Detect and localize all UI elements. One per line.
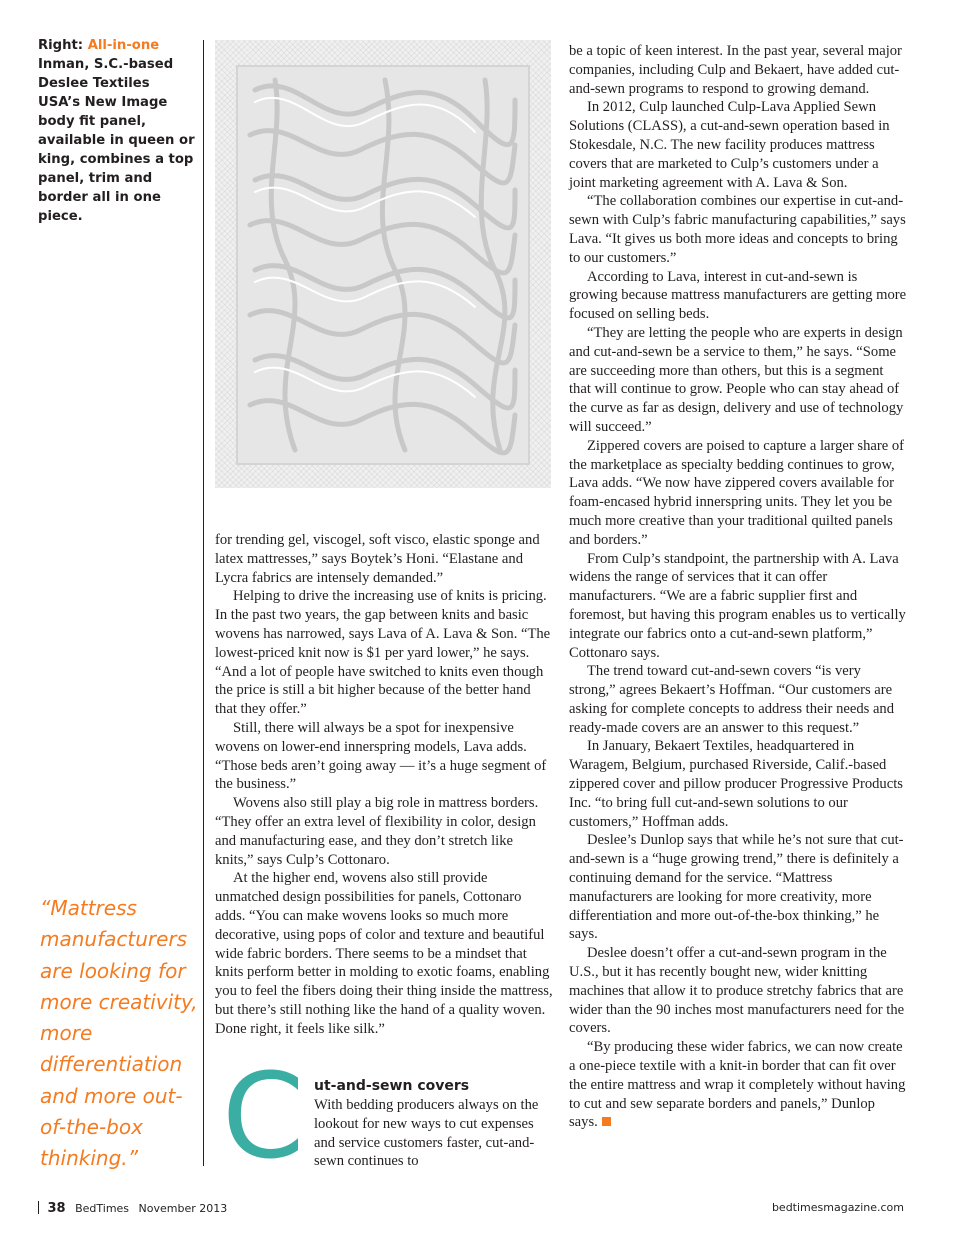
drop-cap: C — [222, 1047, 305, 1185]
caption-text: Inman, S.C.-based Deslee Textiles USA’s New Image body fit panel, available in queen or king, combines a top panel, trim and border all in one piece. — [38, 57, 195, 224]
page-number: 38 — [47, 1201, 66, 1216]
paragraph: Deslee’s Dunlop says that while he’s not sure that cut-and-sewn is a “huge growing trend,” there is definitely a continuing demand for the service. “Mattress manufacturers are looking for more creativity, more differentiation and more out-of-the-box thinking,” he says. — [569, 832, 904, 943]
column-divider — [203, 40, 204, 1166]
fabric-panel-illustration — [215, 40, 551, 488]
caption-lead: Right: — [38, 38, 84, 53]
paragraph: With bedding producers always on the lookout for new ways to cut expenses and service customers faster, cut-and-sewn continues to — [314, 1097, 539, 1170]
paragraph: Deslee doesn’t offer a cut-and-sewn program in the U.S., but it has recently bought new, wider knitting machines that allow it to produce stretchy fabrics that are wider than the 90 inches most manufacturers need for the covers. — [569, 945, 905, 1037]
photo-caption — [38, 36, 196, 226]
section-heading: ut-and-sewn covers — [314, 1078, 470, 1094]
magazine-name: BedTimes — [75, 1202, 130, 1215]
paragraph: In 2012, Culp launched Culp-Lava Applied Sewn Solutions (CLASS), a cut-and-sewn operation based in Stokesdale, N.C. The new facility produces mattress covers that are marketed to Culp’s customers under a joint marketing agreement with A. Lava & Son. — [569, 99, 890, 191]
section-body — [314, 1096, 554, 1171]
paragraph: The trend toward cut-and-sewn covers “is very strong,” agrees Bekaert’s Hoffman. “Our customers are asking for complete concepts to address their needs and ready-made covers are an answer to this request.” — [569, 663, 895, 736]
paragraph: Zippered covers are poised to capture a larger share of the marketplace as specialty bedding continues to grow, Lava adds. “We now have zippered covers available for foam-encased hybrid innerspring units. They let you be much more creative than your traditional quilted panels and borders.” — [569, 437, 904, 548]
paragraph: In January, Bekaert Textiles, headquartered in Waragem, Belgium, purchased Riverside, Calif.-based zippered cover and pillow producer Progressive Products Inc. “to bring full cut-and-sewn solutions to our customers,” Hoffman adds. — [569, 738, 903, 830]
paragraph: According to Lava, interest in cut-and-sewn is growing because mattress manufacturers are getting more focused on selling beds. — [569, 268, 907, 323]
article-column-1 — [215, 531, 555, 1039]
caption-accent: All-in-one — [87, 38, 160, 53]
pull-quote: “Mattress manufacturers are looking for more creativity, more differentiation and more out-of-the-box thinking.” — [40, 896, 198, 1171]
paragraph: From Culp’s standpoint, the partnership with A. Lava widens the range of services that it can offer manufacturers. “We are a fabric supplier first and foremost, but having this program enables us to vertically integrate our fabrics onto a cut-and-sewn platform,” Cottonaro says. — [569, 550, 906, 661]
article-column-2 — [569, 42, 907, 1132]
paragraph: “The collaboration combines our expertise in cut-and-sewn with Culp’s fabric manufacturing capabilities,” says Lava. “It gives us both more ideas and concepts to bring to our customers.” — [569, 193, 906, 266]
fabric-panel-photo — [215, 40, 551, 488]
page-footer — [38, 1201, 904, 1216]
end-mark-icon — [602, 1117, 611, 1126]
paragraph: Wovens also still play a big role in mattress borders. “They offer an extra level of flexibility in color, design and manufacturing ease, and they don’t stretch like knits,” says Culp’s Cottonaro. — [215, 795, 539, 868]
issue-date: November 2013 — [138, 1202, 228, 1215]
paragraph: “They are letting the people who are experts in design and cut-and-sewn be a service to them,” he says. “Some are succeeding more than others, but this is a segment that will continue to grow. People who can stay ahead of the curve as far as design, delivery and use of technology will succeed.” — [569, 324, 904, 435]
paragraph: Still, there will always be a spot for inexpensive wovens on lower-end innerspring models, Lava adds. “Those beds aren’t going away — it’s a huge segment of the business.” — [215, 719, 547, 793]
paragraph: for trending gel, viscogel, soft visco, elastic sponge and latex mattresses,” says Boytek’s Honi. “Elastane and Lycra fabrics are intensely demanded.” — [215, 532, 540, 586]
website-link[interactable]: bedtimesmagazine.com — [771, 1201, 904, 1214]
paragraph-last — [569, 1038, 907, 1132]
section-cut-and-sewn — [222, 1047, 562, 1185]
paragraph: At the higher end, wovens also still provide unmatched design possibilities for panels, Cottonaro adds. “You can make wovens looks so much more decorative, using pops of color and texture and beautiful wide fabric borders. There seems to be a mindset that knits perform better in molding to exotic foams, enabling you to feel the fibers doing their thing inside the mattress, but there’s still nothing like the hand of a quality woven. Done right, it feels like silk.” — [215, 870, 553, 1037]
footer-rule — [38, 1201, 39, 1214]
paragraph-text: “By producing these wider fabrics, we can now create a one-piece textile with a knit-in border that can fit over the entire mattress and wrap it completely without having to cut and sew separate borders and panels,” Dunlop says. — [569, 1039, 906, 1131]
paragraph: Helping to drive the increasing use of knits is pricing. In the past two years, the gap between knits and basic wovens has narrowed, says Lava of A. Lava & Son. “The lowest-priced knit now is $1 per yard lower,” he says. “And a lot of people have switched to knits even though the price is still a bit higher because of the better hand that they offer.” — [215, 588, 551, 718]
paragraph: be a topic of keen interest. In the past year, several major companies, including Culp and Bekaert, have added cut-and-sewn programs to respond to growing demand. — [569, 43, 902, 97]
